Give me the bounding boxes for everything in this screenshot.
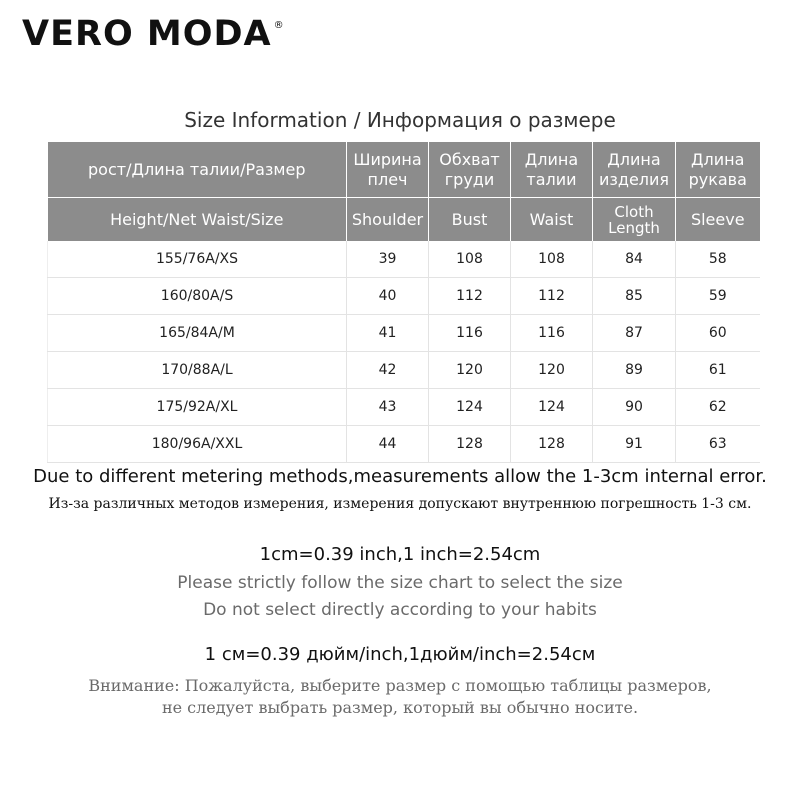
cell-bust: 128 xyxy=(429,426,511,463)
size-table xyxy=(47,142,760,463)
cell-waist: 124 xyxy=(511,389,593,426)
unit-conversion-ru: 1 см=0.39 дюйм/inch,1дюйм/inch=2.54см xyxy=(204,644,596,665)
header-ru-waist: Длина талии xyxy=(511,142,593,198)
cell-size: 160/80A/S xyxy=(48,278,347,315)
cell-shoulder: 43 xyxy=(347,389,429,426)
cell-size: 155/76A/XS xyxy=(48,241,347,278)
table-row xyxy=(48,426,760,463)
measurement-error-note-en: Due to different metering methods,measurements allow the 1-3cm internal error. xyxy=(33,466,767,487)
header-ru-sleeve: Длина рукава xyxy=(676,142,760,198)
cell-bust: 120 xyxy=(429,352,511,389)
size-advice-en-2: Do not select directly according to your habits xyxy=(203,600,597,620)
registered-mark: ® xyxy=(273,20,285,31)
cell-cloth-length: 89 xyxy=(593,352,676,389)
header-ru-bust: Обхват груди xyxy=(429,142,511,198)
cell-size: 180/96A/XXL xyxy=(48,426,347,463)
cell-size: 165/84A/M xyxy=(48,315,347,352)
page-title: Size Information / Информация о размере xyxy=(184,108,616,132)
table-row xyxy=(48,389,760,426)
header-row-ru xyxy=(48,142,760,198)
cell-sleeve: 59 xyxy=(676,278,760,315)
cell-waist: 112 xyxy=(511,278,593,315)
cell-bust: 112 xyxy=(429,278,511,315)
header-en-cloth-length: Cloth Length xyxy=(593,198,676,242)
cell-waist: 108 xyxy=(511,241,593,278)
cell-cloth-length: 85 xyxy=(593,278,676,315)
cell-waist: 120 xyxy=(511,352,593,389)
cell-bust: 116 xyxy=(429,315,511,352)
size-advice-ru-1: Внимание: Пожалуйста, выберите размер с помощью таблицы размеров, xyxy=(88,676,712,695)
cell-sleeve: 63 xyxy=(676,426,760,463)
size-advice-en-1: Please strictly follow the size chart to select the size xyxy=(177,573,623,593)
size-advice-ru-2: не следует выбрать размер, который вы обычно носите. xyxy=(161,698,639,717)
cell-shoulder: 44 xyxy=(347,426,429,463)
header-en-sleeve: Sleeve xyxy=(676,198,760,242)
cell-bust: 108 xyxy=(429,241,511,278)
cell-sleeve: 58 xyxy=(676,241,760,278)
cell-shoulder: 39 xyxy=(347,241,429,278)
cell-cloth-length: 87 xyxy=(593,315,676,352)
measurement-error-note-ru: Из-за различных методов измерения, измерения допускают внутреннюю погрешность 1-3 см. xyxy=(48,496,752,512)
cell-sleeve: 61 xyxy=(676,352,760,389)
logo-text: VERO MODA xyxy=(22,14,272,54)
header-en-size: Height/Net Waist/Size xyxy=(48,198,347,242)
table-row xyxy=(48,278,760,315)
cell-shoulder: 42 xyxy=(347,352,429,389)
header-ru-size: рост/Длина талии/Размер xyxy=(48,142,347,198)
table-row xyxy=(48,315,760,352)
cell-sleeve: 62 xyxy=(676,389,760,426)
cell-cloth-length: 90 xyxy=(593,389,676,426)
cell-shoulder: 40 xyxy=(347,278,429,315)
header-en-bust: Bust xyxy=(429,198,511,242)
table-row xyxy=(48,352,760,389)
cell-waist: 116 xyxy=(511,315,593,352)
cell-size: 175/92A/XL xyxy=(48,389,347,426)
cell-size: 170/88A/L xyxy=(48,352,347,389)
cell-shoulder: 41 xyxy=(347,315,429,352)
header-en-waist: Waist xyxy=(511,198,593,242)
header-en-shoulder: Shoulder xyxy=(347,198,429,242)
brand-logo xyxy=(22,14,285,54)
cell-bust: 124 xyxy=(429,389,511,426)
cell-waist: 128 xyxy=(511,426,593,463)
table-row xyxy=(48,241,760,278)
cell-sleeve: 60 xyxy=(676,315,760,352)
header-ru-shoulder: Ширина плеч xyxy=(347,142,429,198)
cell-cloth-length: 91 xyxy=(593,426,676,463)
header-ru-cloth-length: Длина изделия xyxy=(593,142,676,198)
unit-conversion-en: 1cm=0.39 inch,1 inch=2.54cm xyxy=(259,544,541,565)
cell-cloth-length: 84 xyxy=(593,241,676,278)
header-row-en xyxy=(48,198,760,242)
